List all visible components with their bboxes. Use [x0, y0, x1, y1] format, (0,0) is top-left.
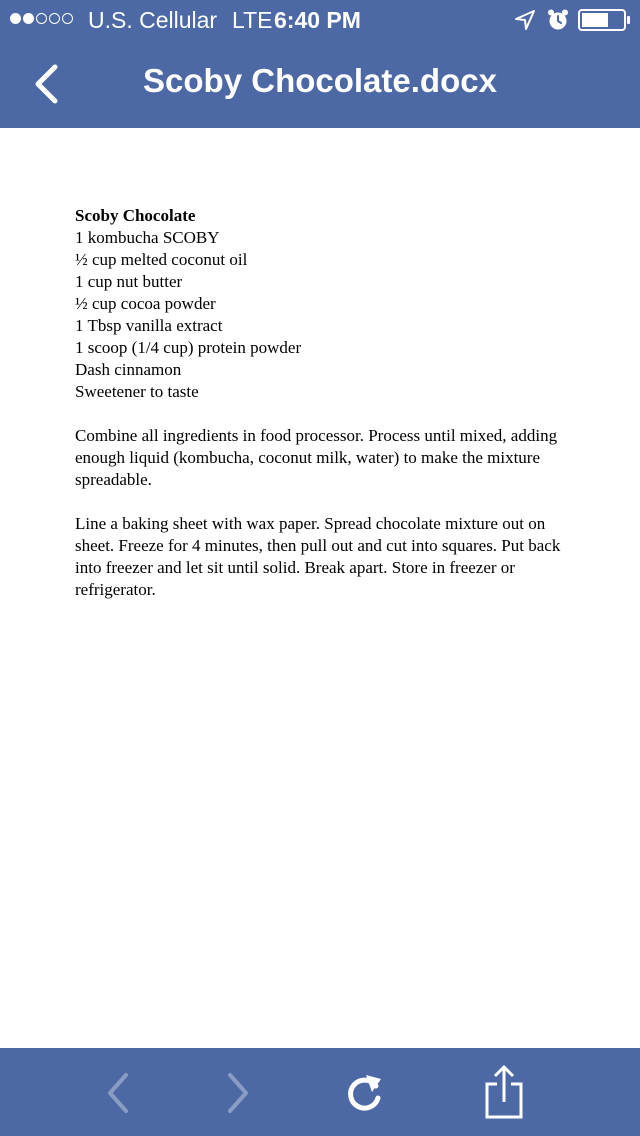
location-icon — [514, 9, 536, 31]
reload-icon — [342, 1070, 386, 1116]
carrier-name: U.S. Cellular — [88, 7, 218, 33]
document-title: Scoby Chocolate — [75, 206, 196, 225]
bottom-toolbar — [0, 1048, 640, 1136]
ingredient-line: Sweetener to taste — [75, 382, 199, 401]
reload-button[interactable] — [340, 1070, 388, 1116]
ingredient-line: ½ cup melted coconut oil — [75, 250, 248, 269]
ingredient-line: 1 Tbsp vanilla extract — [75, 316, 223, 335]
chevron-left-icon — [31, 63, 61, 105]
back-button[interactable] — [22, 58, 70, 110]
forward-arrow-button[interactable] — [214, 1070, 262, 1116]
ingredient-line: ½ cup cocoa powder — [75, 294, 216, 313]
signal-dot — [49, 13, 60, 24]
back-arrow-icon — [104, 1072, 132, 1114]
ingredient-line: Dash cinnamon — [75, 360, 182, 379]
share-icon — [482, 1064, 526, 1120]
status-time: 6:40 PM — [274, 7, 361, 33]
instructions-paragraph: Line a baking sheet with wax paper. Spread chocolate mixture out on sheet. Freeze for 4 minutes, then pull out and cut into squares. Put back into freezer and let sit until solid. Break apart. Store in freezer or refrigerator. — [75, 514, 561, 599]
header — [0, 0, 640, 128]
back-arrow-button[interactable] — [94, 1070, 142, 1116]
navigation-bar — [0, 40, 640, 128]
battery-icon — [578, 9, 632, 31]
alarm-icon — [546, 8, 570, 32]
ingredient-line: 1 scoop (1/4 cup) protein powder — [75, 338, 302, 357]
instructions-paragraph: Combine all ingredients in food processor. Process until mixed, adding enough liquid (kombucha, coconut milk, water) to make the mixture spreadable. — [75, 426, 558, 489]
signal-dot — [62, 13, 73, 24]
signal-strength-icon — [10, 13, 73, 24]
signal-dot — [36, 13, 47, 24]
ingredient-line: 1 cup nut butter — [75, 272, 183, 291]
document-content — [75, 205, 575, 601]
signal-dot — [10, 13, 21, 24]
network-type: LTE — [232, 7, 273, 33]
ingredient-line: 1 kombucha SCOBY — [75, 228, 220, 247]
status-bar — [0, 0, 640, 40]
page-title: Scoby Chocolate.docx — [143, 62, 497, 99]
forward-arrow-icon — [224, 1072, 252, 1114]
share-button[interactable] — [480, 1064, 528, 1120]
signal-dot — [23, 13, 34, 24]
